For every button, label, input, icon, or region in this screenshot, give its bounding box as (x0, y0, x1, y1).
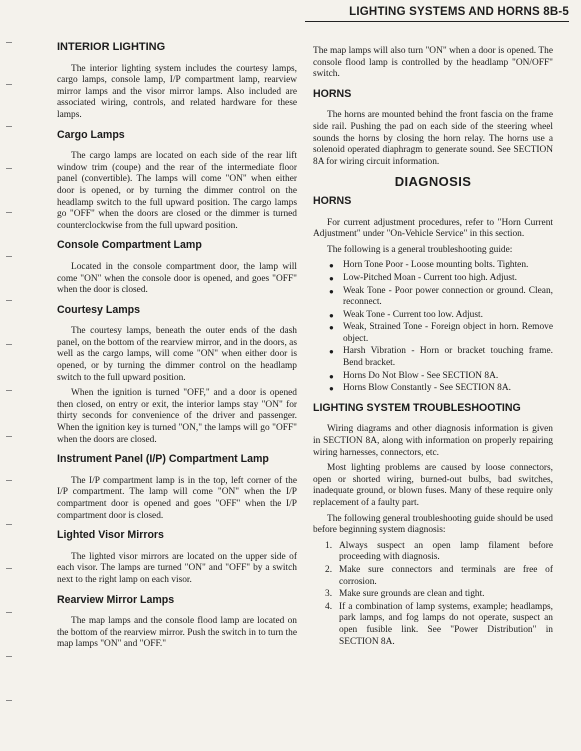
horns-heading: HORNS (313, 87, 352, 100)
courtesy-lamps-text-1: The courtesy lamps, beneath the outer ends of the dash panel, on the bottom of the rearview mirror, and in the doors, as well as the cargo lamps, will come "ON" when either door is opened, or by turning the dimmer control on the headlamp switch to the full upward position. (57, 326, 297, 383)
rearview-lamps-text: The map lamps and the console flood lamp are located on the bottom of the rearview mirror. Push the switch in to turn the map lamps "ON" and "OFF." (57, 616, 297, 650)
ip-lamp-heading: Instrument Panel (I/P) Compartment Lamp (57, 453, 269, 466)
interior-lighting-text: The interior lighting system includes the courtesy lamps, cargo lamps, console lamp, I/P compartment lamp, rearview mirror lamps and the visor mirror lamps. Also included are associated wiring, controls, and related hardware for these lamps. (57, 63, 297, 120)
list-item: ● Harsh Vibration - Horn or bracket touching frame. Bend bracket. (313, 346, 553, 369)
binder-edge (0, 0, 14, 751)
list-item: ● Horns Blow Constantly - See SECTION 8A. (313, 383, 553, 395)
lighting-troubleshooting-heading: LIGHTING SYSTEM TROUBLESHOOTING (313, 401, 521, 414)
ip-lamp-text: The I/P compartment lamp is in the top, left corner of the I/P compartment. The lamp will come "ON" when the I/P compartment door is opened and goes "OFF" when the I/P compartment door is closed. (57, 475, 297, 521)
list-item: ● Horn Tone Poor - Loose mounting bolts. Tighten. (313, 260, 553, 272)
interior-lighting-heading: INTERIOR LIGHTING (57, 41, 166, 53)
lighting-troubleshooting-steps (313, 541, 553, 648)
lighting-troubleshooting-text-2: Most lighting problems are caused by loose connectors, open or shorted wiring, burned-out bulbs, bad switches, inadequate ground, or blown fuses. Many of these require only replacement of a faulty part. (313, 463, 553, 508)
horns-text: The horns are mounted behind the front fascia on the frame side rail. Pushing the pad on each side of the steering wheel sounds the horns by closing the horn relay. The horns use a solenoid operated diaphragm to generate sound. See SECTION 8A for wiring circuit information. (313, 110, 553, 167)
cargo-lamps-heading: Cargo Lamps (57, 128, 125, 141)
list-item: ● Weak Tone - Poor power connection or ground. Clean, reconnect. (313, 286, 553, 309)
left-column (57, 42, 297, 655)
step-number: 2. (325, 564, 333, 575)
step-number: 1. (325, 540, 333, 551)
step-text: Make sure grounds are clean and tight. (339, 589, 485, 600)
list-item (313, 602, 553, 648)
courtesy-lamps-heading: Courtesy Lamps (57, 303, 141, 316)
list-item: ● Low-Pitched Moan - Current too high. Adjust. (313, 273, 553, 285)
step-number: 3. (325, 589, 333, 600)
horn-troubleshooting-list (313, 260, 553, 395)
page-header (305, 6, 569, 22)
visor-mirrors-heading: Lighted Visor Mirrors (57, 529, 164, 542)
list-item (313, 541, 553, 564)
diagnosis-heading: DIAGNOSIS (394, 174, 472, 190)
step-number: 4. (325, 601, 333, 612)
step-text: Make sure connectors and terminals are free of corrosion. (339, 564, 553, 587)
diagnosis-horns-text: For current adjustment procedures, refer to "Horn Current Adjustment" under "On-Vehicle Service" in this section. (313, 217, 553, 240)
courtesy-lamps-text-2: When the ignition is turned "OFF," and a door is opened then closed, on entry or exit, the interior lamps stay "ON" for thirty seconds for convenience of the driver and passenger. When the ignition key is turned "ON," the lamps will go "OFF" when the doors are closed. (57, 388, 297, 445)
list-item: ● Horns Do Not Blow - See SECTION 8A. (313, 371, 553, 383)
lighting-troubleshooting-text-1: Wiring diagrams and other diagnosis information is given in SECTION 8A, along with information on properly repairing wiring harnesses, connectors, etc. (313, 424, 553, 458)
cargo-lamps-text: The cargo lamps are located on each side of the rear lift window trim (coupe) and the rear of the intermediate floor panel (convertible). The lamps will come "ON" when either door is opened, or by turning the dimmer control on the headlamp switch to the full upward position. The cargo lamps go "OFF" when the doors are closed or the dimmer is turned counterclockwise from the full upward position. (57, 151, 297, 231)
console-lamp-text: Located in the console compartment door, the lamp will come "ON" when the console door is opened, and goes "OFF" when the door is closed. (57, 261, 297, 296)
list-item: ● Weak Tone - Current too low. Adjust. (313, 310, 553, 322)
list-item (313, 565, 553, 588)
lighting-troubleshooting-text-3: The following general troubleshooting guide should be used before beginning system diagnosis: (313, 513, 553, 536)
visor-mirrors-text: The lighted visor mirrors are located on the upper side of each visor. The lamps are turned "ON" and "OFF" by a switch next to the right lamp on each visor. (57, 551, 297, 585)
list-item: ● Weak, Strained Tone - Foreign object in horn. Remove object. (313, 322, 553, 345)
list-item (313, 589, 553, 601)
rearview-lamps-heading: Rearview Mirror Lamps (57, 593, 175, 606)
diagnosis-horns-heading: HORNS (313, 194, 352, 207)
page-header-title: LIGHTING SYSTEMS AND HORNS 8B-5 (349, 6, 569, 18)
map-lamps-continued-text: The map lamps will also turn "ON" when a door is opened. The console flood lamp is controlled by the headlamp "ON/OFF" switch. (313, 46, 553, 80)
right-column (313, 46, 553, 649)
step-text: Always suspect an open lamp filament before proceeding with diagnosis. (339, 540, 553, 563)
troubleshooting-guide-intro: The following is a general troubleshooting guide: (327, 244, 513, 255)
step-text: If a combination of lamp systems, example; headlamps, park lamps, and fog lamps do not operate, suspect an open fusible link. See "Power Distribution" in SECTION 8A. (339, 601, 553, 647)
console-lamp-heading: Console Compartment Lamp (57, 239, 202, 252)
